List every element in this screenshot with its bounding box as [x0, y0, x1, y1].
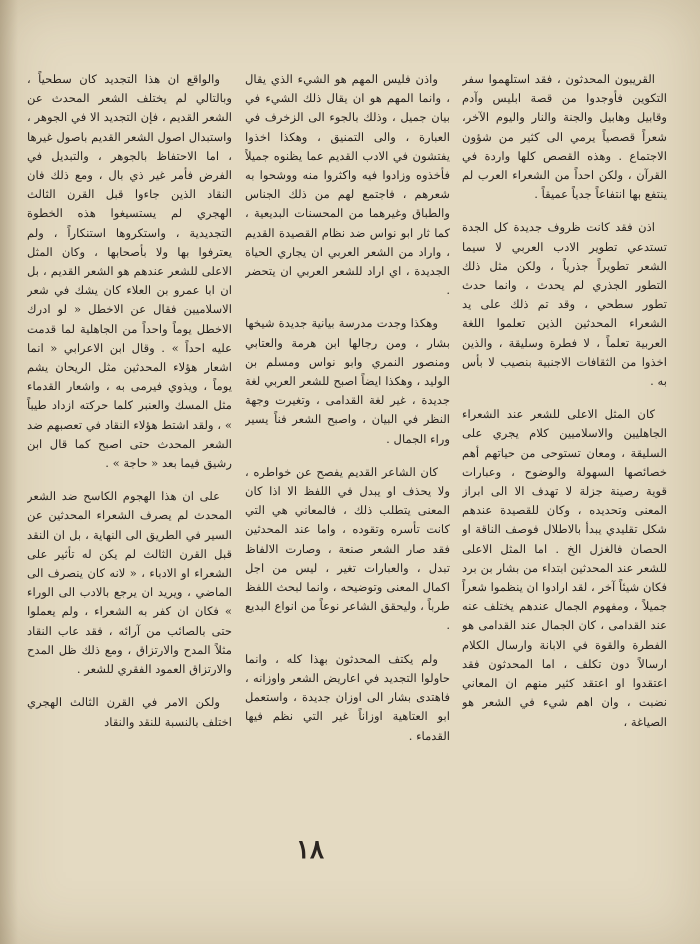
- paragraph: اذن فقد كانت ظروف جديدة كل الجدة تستدعي تطوير الادب العربي لا سيما الشعر تطويراً جذرياً ، ولكن مثل ذلك التطور الجذري لم يحدث ، وانما حدث تطور سطحي ، وقد تم ذلك على يد الشعراء المحدثين الذين تعلموا اللغة العربية تعلماً ، لا فطرة وسليقة ، والذين اخذوا من الثقافات الاجنبية بنصيب لا بأس به .: [462, 220, 667, 389]
- paragraph: ولم يكتف المحدثون بهذا كله ، وانما حاولوا التجديد في اعاريض الشعر واوزانه ، فاهتدى بشار الى اوزان جديدة ، واستعمل ابو العتاهية اوزاناً غير التي نظم فيها القدماء .: [245, 651, 450, 743]
- paragraph: والواقع ان هذا التجديد كان سطحياً ، وبالتالي لم يختلف الشعر المحدث عن الشعر القديم ، فإن التجديد الا في الجوهر ، واستبدال اصول الشعر القديم باصول غيرها ، اما الاحتفاظ بالجوهر ، والتبديل في الفرض فأمر غير ذي بال ، ومع ذلك فان النقاد الذين جاءوا قبل القرن الثالث الهجري لم يستسيغوا هذه الخطوة التجديدية ، واستكروها استنكاراً ، ولم يعترفوا بها ولا بأصحابها ، وكان المثل الاعلى للشعر عندهم هو الشعر القديم ، بل ان ابا عمرو بن العلاء كان يشك في شعر الاسلاميين فقال عن الاخطل « لو ادرك الاخطل يوماً واحداً من الجاهلية لما قدمت عليه احداً » . وقال ابن الاعرابي « انما اشعار هؤلاء المحدثين مثل الريحان يشم يوماً ، ويذوي فيرمى به ، واشعار القدماء مثل المسك والعنبر كلما حركته ازداد طيباً » ، ولقد اشتط هؤلاء النقاد في تعصبهم ضد الشعر المحدث حتى اصبح كما قال ابن رشيق فيما بعد « حاجة » .: [27, 72, 232, 471]
- page-number: ١٨: [296, 835, 324, 865]
- text-column-right: [462, 70, 667, 840]
- paragraph: كان الشاعر القديم يفصح عن خواطره ، ولا يحذف او يبدل في اللفظ الا اذا كان المعنى يتطلب ذلك ، فالمعاني هي التي كانت تأسره وتقوده ، واما عند المحدثين فقد صار الشعر صنعة ، وصارت الالفاظ تبدل ، والعبارات تغير ، ليس من اجل اكمال المعنى وتوضيحه ، وانما لبحث اللفظ طرباً ، وليحقق الشاعر نوعاً من انواع البديع .: [245, 464, 450, 633]
- paragraph: واذن فليس المهم هو الشيء الذي يقال ، وانما المهم هو ان يقال ذلك الشيء في بيان جميل ، وذلك بالجوء الى الزخرف في العبارة ، والى التمنيق ، وهكذا اخذوا يفتشون في الادب القديم عما يظنوه جميلاً فأخذوه وزادوا فيه واكثروا منه ووشحوا به شعرهم ، فاجتمع لهم من ذلك الجناس والطباق وغيرهما من المحسنات البديعية ، كما ثار ابو نواس ضد نظام القصيدة القديم ، واراد من الشعر العربي ان يجاري الحياة الجديدة ، اي اراد للشعر العربي ان يتحضر .: [245, 72, 450, 298]
- paragraph: على ان هذا الهجوم الكاسح ضد الشعر المحدث لم يصرف الشعراء المحدثين عن السير في الطريق الى النهاية ، بل ان النقد قبل القرن الثالث لم يكن له تأثير على الشعراء او الادباء ، « لانه كان ينصرف الى الماضي ، ويريد ان يرجع بالادب الى الوراء » فكان ان كفر به الشعراء ، ولم يعملوا حتى بالصائب من آرائه ، فقد عاب النقاد مثلاً المدح والارتزاق ، ومع ذلك ظل المدح والارتزاق العمود الفقري للشعر .: [27, 489, 232, 677]
- paragraph: ولكن الامر في القرن الثالث الهجري اختلف بالنسبة للنقد والنقاد: [27, 695, 232, 729]
- spine-shadow: [0, 0, 18, 944]
- paragraph: كان المثل الاعلى للشعر عند الشعراء الجاهليين والاسلاميين كلام يجري على السليقة ، ومعان تستوحى من حياتهم أهم خصائصها السهولة والوضوح ، وعبارات قوية رصينة جزلة لا تهدف الا الى ابراز المعنى وتحديده ، وكان للقصيدة عندهم شكل تقليدي يبدأ بالاطلال فوصف الناقة او الحصان فالغزل الخ . اما المثل الاعلى للشعر عند المحدثين ابتداء من بشار بن برد فكان شيئاً آخر ، لقد ارادوا ان ينظموا شعراً جميلاً ، ومفهوم الجمال عندهم يختلف عنه عند القدامى ، كان الجمال عند القدامى هو الفطرة والقوة في الابانة وارسال الكلام ارسالاً دون تكلف ، اما المحدثون فقد اعتقدوا او اعتقد كثير منهم ان المعاني نضبت ، وان اهم شيء في الشعر هو الصياغة ،: [462, 407, 667, 729]
- text-column-middle: [245, 70, 450, 840]
- paragraph: القريبون المحدثون ، فقد استلهموا سفر التكوين فأوجدوا من قصة ابليس وآدم وقابيل وهابيل والجنة والنار واليوم الآخر، شعراً قصصياً يرمي الى كثير من شؤون الاجتماع . وهذه القصص كلها واردة في القرآن ، ولكن احداً من الشعراء العرب لم ينتفع بها انتفاعاً جدياً عميقاً .: [462, 72, 667, 202]
- text-column-left: [27, 70, 232, 840]
- paragraph: وهكذا وجدت مدرسة بيانية جديدة شيخها بشار ، ومن رجالها ابن هرمة والعتابي ومنصور النمري وابو نواس ومسلم بن الوليد ، وهكذا ايضاً اصبح للشعر العربي لغة جديدة ، غير لغة القدامى ، وتغيرت وجهة النظر في البيان ، واصبح الشعر فناً يسير وراء الجمال .: [245, 316, 450, 446]
